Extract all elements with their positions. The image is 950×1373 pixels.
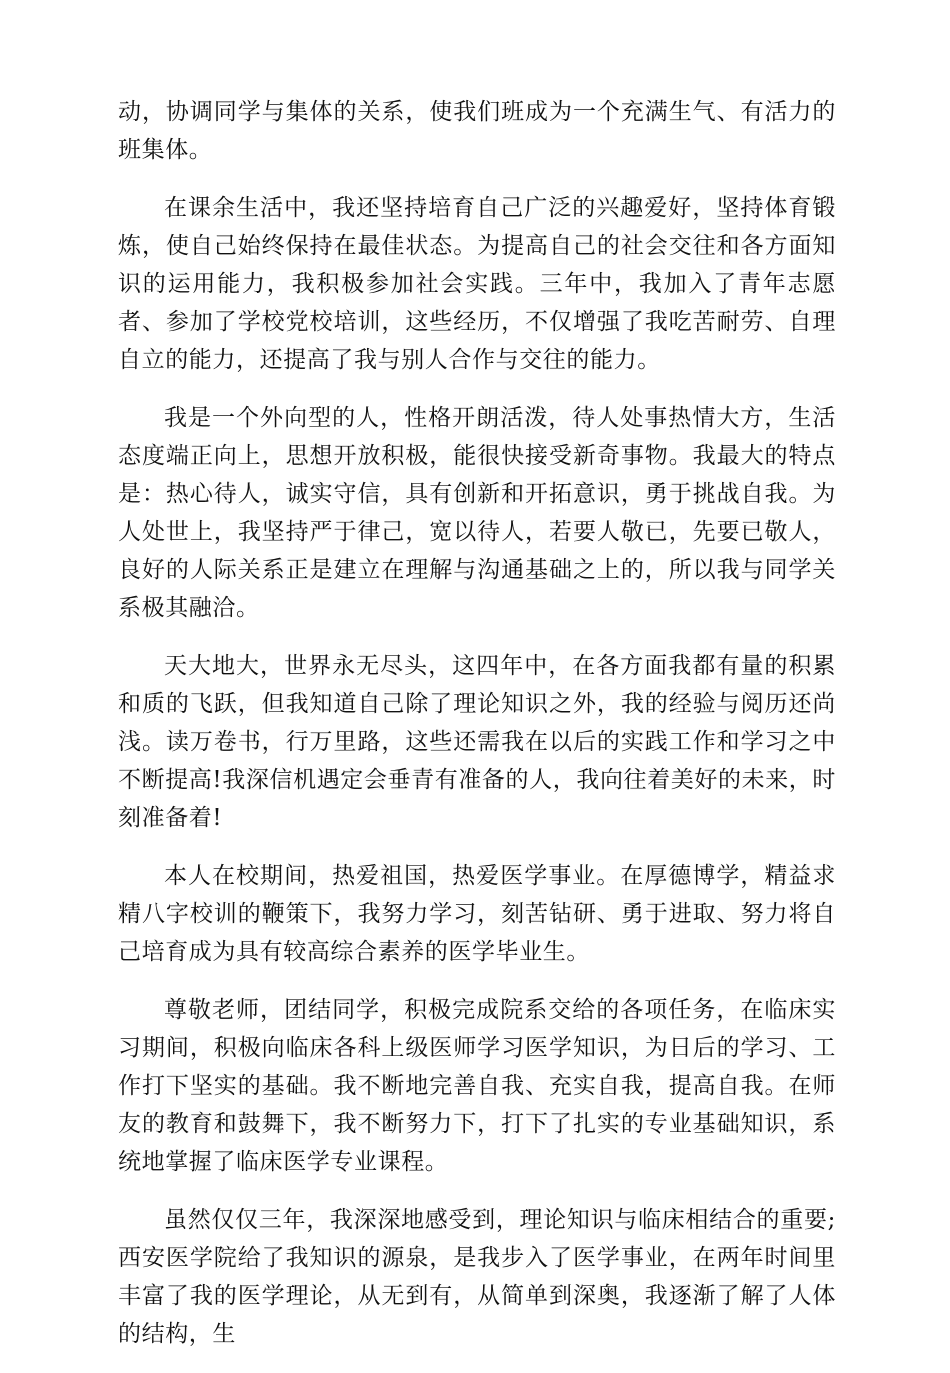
paragraph-three-years: 虽然仅仅三年，我深深地感受到，理论知识与临床相结合的重要;西安医学院给了我知识的源泉，是我步入了医学事业，在两年时间里丰富了我的医学理论，从无到有，从简单到深奥，我逐渐了解了人体的结构，生 [118,1207,836,1347]
paragraph-school-period: 本人在校期间，热爱祖国，热爱医学事业。在厚德博学，精益求精八字校训的鞭策下，我努力学习，刻苦钻研、勇于进取、努力将自己培育成为具有较高综合素养的医学毕业生。 [118,863,836,965]
paragraph-four-years: 天大地大，世界永无尽头，这四年中，在各方面我都有量的积累和质的飞跃，但我知道自己除了理论知识之外，我的经验与阅历还尚浅。读万卷书，行万里路，这些还需我在以后的实践工作和学习之中不断提高!我深信机遇定会垂青有准备的人，我向往着美好的未来，时刻准备着! [118,653,836,831]
paragraph-clinical-internship: 尊敬老师，团结同学，积极完成院系交给的各项任务，在临床实习期间，积极向临床各科上级医师学习医学知识，为日后的学习、工作打下坚实的基础。我不断地完善自我、充实自我，提高自我。在师友的教育和鼓舞下，我不断努力下，打下了扎实的专业基础知识，系统地掌握了临床医学专业课程。 [118,997,836,1175]
paragraph-personality: 我是一个外向型的人，性格开朗活泼，待人处事热情大方，生活态度端正向上，思想开放积极，能很快接受新奇事物。我最大的特点是：热心待人，诚实守信，具有创新和开拓意识，勇于挑战自我。为人处世上，我坚持严于律己，宽以待人，若要人敬已，先要已敬人，良好的人际关系正是建立在理解与沟通基础之上的，所以我与同学关系极其融洽。 [118,405,836,621]
paragraph-continuation: 动，协调同学与集体的关系，使我们班成为一个充满生气、有活力的班集体。 [118,99,836,163]
document-body [118,93,836,1373]
paragraph-extracurricular: 在课余生活中，我还坚持培育自己广泛的兴趣爱好，坚持体育锻炼，使自己始终保持在最佳状态。为提高自己的社会交往和各方面知识的运用能力，我积极参加社会实践。三年中，我加入了青年志愿者、参加了学校党校培训，这些经历，不仅增强了我吃苦耐劳、自理自立的能力，还提高了我与别人合作与交往的能力。 [118,195,836,373]
